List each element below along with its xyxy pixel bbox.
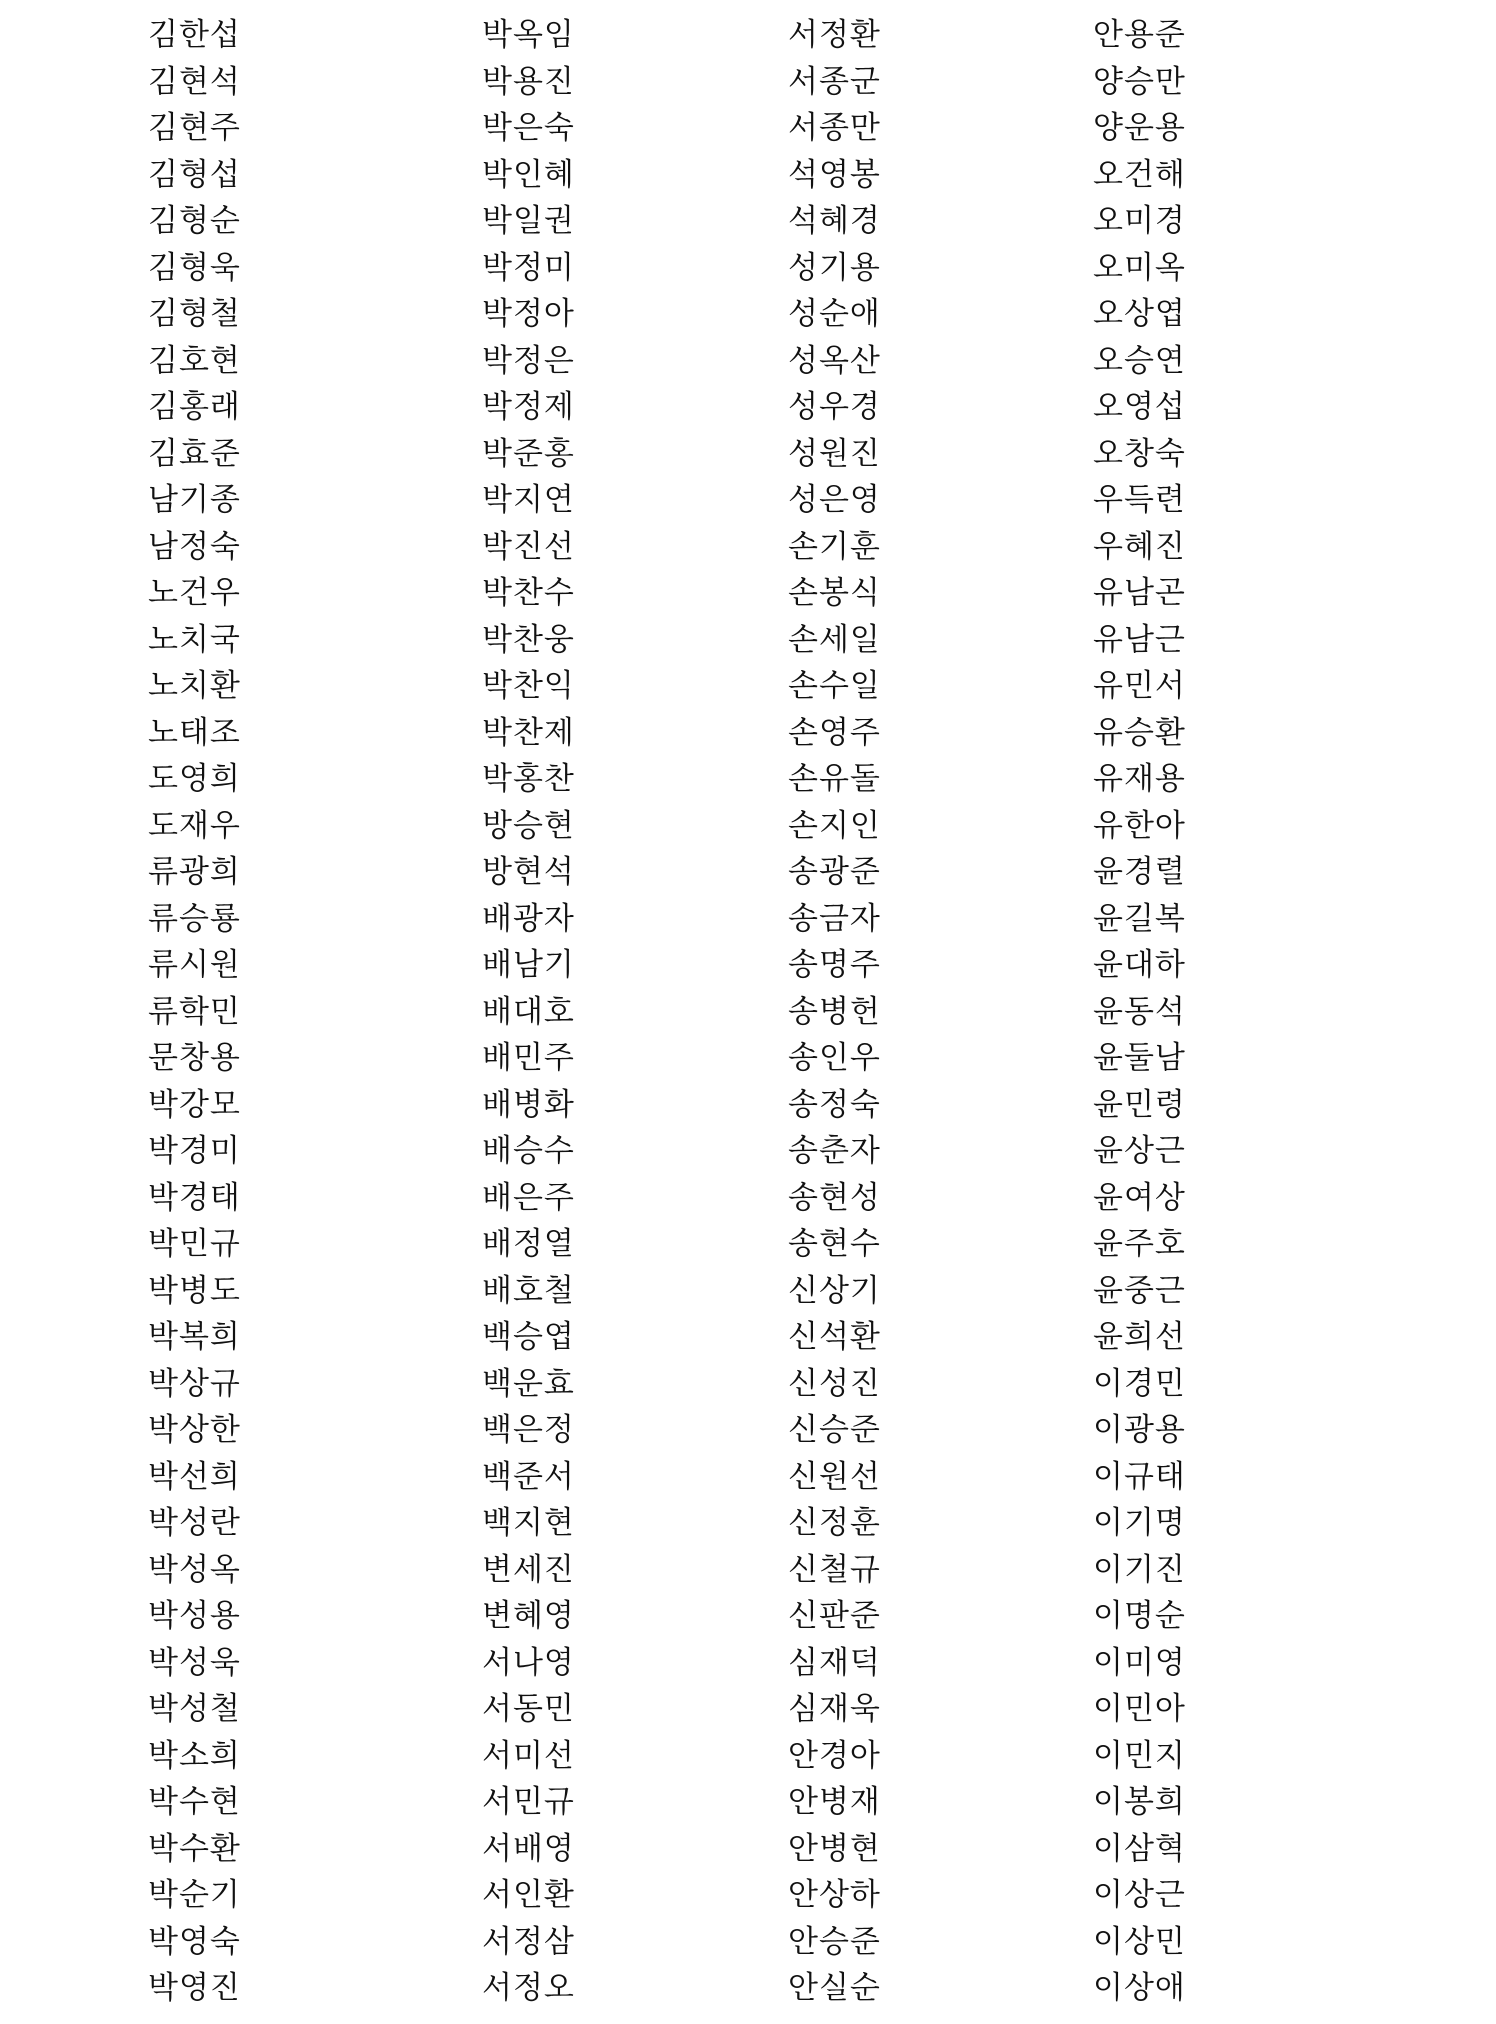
name-row	[0, 1175, 1496, 1222]
name-row	[0, 152, 1496, 199]
name-row	[0, 1686, 1496, 1733]
name-entry: 박찬웅	[482, 621, 575, 658]
name-entry: 박수환	[148, 1830, 241, 1867]
name-entry: 박민규	[148, 1226, 241, 1262]
name-entry: 오미옥	[1093, 249, 1186, 286]
name-entry: 송병헌	[788, 993, 881, 1030]
name-entry: 서인환	[482, 1877, 575, 1913]
name-row	[0, 1872, 1496, 1919]
name-entry: 백지현	[482, 1505, 575, 1541]
name-entry: 배정열	[482, 1226, 575, 1262]
name-entry: 서동민	[482, 1691, 575, 1727]
name-row	[0, 942, 1496, 989]
name-entry: 우혜진	[1093, 528, 1186, 565]
name-entry: 성기용	[788, 249, 881, 286]
name-row	[0, 1733, 1496, 1780]
name-entry: 이봉희	[1093, 1784, 1186, 1820]
name-entry: 윤민령	[1093, 1086, 1186, 1123]
name-entry: 윤상근	[1093, 1133, 1186, 1169]
name-row	[0, 1965, 1496, 2012]
name-entry: 박지연	[482, 482, 575, 518]
name-entry: 신석환	[788, 1319, 881, 1355]
name-entry: 심재덕	[788, 1644, 881, 1681]
name-entry: 이경민	[1093, 1365, 1186, 1402]
name-row	[0, 1268, 1496, 1315]
name-entry: 박상규	[148, 1365, 241, 1402]
name-entry: 김홍래	[148, 389, 241, 425]
name-entry: 박홍찬	[482, 761, 575, 797]
name-entry: 박성철	[148, 1691, 241, 1727]
name-entry: 박선희	[148, 1458, 241, 1495]
name-entry: 류승룡	[148, 900, 241, 937]
name-entry: 박성란	[148, 1505, 241, 1541]
name-entry: 윤주호	[1093, 1226, 1186, 1262]
name-entry: 윤둘남	[1093, 1040, 1186, 1076]
name-entry: 방현석	[482, 854, 575, 890]
name-entry: 백준서	[482, 1458, 575, 1495]
name-entry: 성은영	[788, 482, 881, 518]
name-entry: 백운효	[482, 1365, 575, 1402]
name-entry: 이기진	[1093, 1551, 1186, 1588]
name-entry: 류광희	[148, 854, 241, 890]
name-entry: 신성진	[788, 1365, 881, 1402]
name-entry: 류학민	[148, 993, 241, 1030]
name-row	[0, 617, 1496, 664]
name-row	[0, 1640, 1496, 1687]
name-entry: 박성욱	[148, 1644, 241, 1681]
name-list	[0, 12, 1496, 2012]
name-entry: 송현수	[788, 1226, 881, 1262]
name-entry: 노치환	[148, 668, 241, 704]
name-row	[0, 291, 1496, 338]
name-entry: 신철규	[788, 1551, 881, 1588]
name-entry: 오미경	[1093, 203, 1186, 239]
name-entry: 김형섭	[148, 156, 241, 193]
name-entry: 서정오	[482, 1970, 575, 2006]
name-row	[0, 1407, 1496, 1454]
name-entry: 박정제	[482, 389, 575, 425]
name-row	[0, 1314, 1496, 1361]
name-entry: 김형철	[148, 296, 241, 332]
name-row	[0, 1221, 1496, 1268]
name-entry: 도영희	[148, 761, 241, 797]
name-entry: 신판준	[788, 1598, 881, 1634]
name-entry: 박찬익	[482, 668, 575, 704]
name-entry: 송명주	[788, 947, 881, 983]
name-entry: 김현석	[148, 63, 241, 100]
name-entry: 성옥산	[788, 342, 881, 379]
name-entry: 오승연	[1093, 342, 1186, 379]
name-row	[0, 756, 1496, 803]
name-entry: 유재용	[1093, 761, 1186, 797]
name-row	[0, 1547, 1496, 1594]
name-entry: 신원선	[788, 1458, 881, 1495]
name-entry: 박순기	[148, 1877, 241, 1913]
name-entry: 박영숙	[148, 1923, 241, 1960]
name-entry: 석영봉	[788, 156, 881, 193]
name-entry: 성순애	[788, 296, 881, 332]
name-entry: 송정숙	[788, 1086, 881, 1123]
name-entry: 송광준	[788, 854, 881, 890]
name-row	[0, 384, 1496, 431]
name-row	[0, 1082, 1496, 1129]
name-entry: 오창숙	[1093, 435, 1186, 472]
name-entry: 박성용	[148, 1598, 241, 1634]
name-entry: 이민지	[1093, 1737, 1186, 1774]
name-entry: 이삼혁	[1093, 1830, 1186, 1867]
name-row	[0, 105, 1496, 152]
name-entry: 노건우	[148, 575, 241, 611]
name-entry: 김한섭	[148, 17, 241, 53]
name-entry: 윤여상	[1093, 1179, 1186, 1216]
name-entry: 방승현	[482, 807, 575, 844]
name-entry: 양운용	[1093, 110, 1186, 146]
name-row	[0, 338, 1496, 385]
name-entry: 유민서	[1093, 668, 1186, 704]
name-entry: 이민아	[1093, 1691, 1186, 1727]
name-entry: 도재우	[148, 807, 241, 844]
name-entry: 유남근	[1093, 621, 1186, 658]
name-entry: 김형순	[148, 203, 241, 239]
name-entry: 서민규	[482, 1784, 575, 1820]
name-entry: 배광자	[482, 900, 575, 937]
name-entry: 우득련	[1093, 482, 1186, 518]
name-entry: 유한아	[1093, 807, 1186, 844]
name-entry: 배남기	[482, 947, 575, 983]
name-entry: 송인우	[788, 1040, 881, 1076]
name-entry: 김형욱	[148, 249, 241, 286]
name-entry: 박수현	[148, 1784, 241, 1820]
name-entry: 손유돌	[788, 761, 881, 797]
name-entry: 노치국	[148, 621, 241, 658]
name-entry: 윤경렬	[1093, 854, 1186, 890]
name-entry: 신상기	[788, 1272, 881, 1309]
name-entry: 배민주	[482, 1040, 575, 1076]
name-row	[0, 1128, 1496, 1175]
name-row	[0, 1826, 1496, 1873]
name-entry: 배병화	[482, 1086, 575, 1123]
name-entry: 손수일	[788, 668, 881, 704]
name-row	[0, 570, 1496, 617]
name-entry: 박상한	[148, 1412, 241, 1448]
name-entry: 성우경	[788, 389, 881, 425]
name-entry: 박병도	[148, 1272, 241, 1309]
name-entry: 손봉식	[788, 575, 881, 611]
name-row	[0, 710, 1496, 757]
name-entry: 윤중근	[1093, 1272, 1186, 1309]
name-entry: 박찬제	[482, 714, 575, 751]
name-entry: 오영섭	[1093, 389, 1186, 425]
name-entry: 유승환	[1093, 714, 1186, 751]
name-entry: 박일권	[482, 203, 575, 239]
name-row	[0, 431, 1496, 478]
name-entry: 남기종	[148, 482, 241, 518]
name-row	[0, 989, 1496, 1036]
name-row	[0, 1454, 1496, 1501]
name-entry: 이명순	[1093, 1598, 1186, 1634]
name-row	[0, 849, 1496, 896]
name-row	[0, 1035, 1496, 1082]
name-entry: 송금자	[788, 900, 881, 937]
name-entry: 박정은	[482, 342, 575, 379]
name-entry: 안용준	[1093, 17, 1186, 53]
name-entry: 서종만	[788, 110, 881, 146]
name-entry: 안상하	[788, 1877, 881, 1913]
name-entry: 김현주	[148, 110, 241, 146]
name-entry: 박인혜	[482, 156, 575, 193]
name-row	[0, 477, 1496, 524]
name-entry: 윤대하	[1093, 947, 1186, 983]
name-row	[0, 524, 1496, 571]
name-entry: 서미선	[482, 1737, 575, 1774]
name-entry: 박경태	[148, 1179, 241, 1216]
name-entry: 박용진	[482, 63, 575, 100]
name-row	[0, 12, 1496, 59]
name-entry: 배은주	[482, 1179, 575, 1216]
name-entry: 송현성	[788, 1179, 881, 1216]
name-entry: 서배영	[482, 1830, 575, 1867]
name-entry: 변혜영	[482, 1598, 575, 1634]
name-entry: 신승준	[788, 1412, 881, 1448]
name-entry: 서정삼	[482, 1923, 575, 1960]
name-row	[0, 896, 1496, 943]
name-row	[0, 59, 1496, 106]
name-entry: 손지인	[788, 807, 881, 844]
name-entry: 이광용	[1093, 1412, 1186, 1448]
name-entry: 유남곤	[1093, 575, 1186, 611]
name-entry: 백승엽	[482, 1319, 575, 1355]
name-entry: 박성옥	[148, 1551, 241, 1588]
name-entry: 양승만	[1093, 63, 1186, 100]
name-entry: 서나영	[482, 1644, 575, 1681]
name-entry: 안실순	[788, 1970, 881, 2006]
name-entry: 안병현	[788, 1830, 881, 1867]
name-entry: 박경미	[148, 1133, 241, 1169]
name-entry: 이미영	[1093, 1644, 1186, 1681]
name-entry: 박강모	[148, 1086, 241, 1123]
name-entry: 손기훈	[788, 528, 881, 565]
name-entry: 윤희선	[1093, 1319, 1186, 1355]
name-entry: 김호현	[148, 342, 241, 379]
name-entry: 배대호	[482, 993, 575, 1030]
name-row	[0, 1593, 1496, 1640]
name-entry: 박소희	[148, 1737, 241, 1774]
name-entry: 남정숙	[148, 528, 241, 565]
name-entry: 이규태	[1093, 1458, 1186, 1495]
name-entry: 윤길복	[1093, 900, 1186, 937]
name-row	[0, 663, 1496, 710]
name-entry: 서정환	[788, 17, 881, 53]
name-entry: 노태조	[148, 714, 241, 751]
name-entry: 송춘자	[788, 1133, 881, 1169]
name-entry: 박찬수	[482, 575, 575, 611]
name-entry: 손세일	[788, 621, 881, 658]
name-entry: 이기명	[1093, 1505, 1186, 1541]
name-entry: 박복희	[148, 1319, 241, 1355]
name-entry: 안병재	[788, 1784, 881, 1820]
name-entry: 안승준	[788, 1923, 881, 1960]
name-entry: 윤동석	[1093, 993, 1186, 1030]
name-row	[0, 1500, 1496, 1547]
name-entry: 이상민	[1093, 1923, 1186, 1960]
name-entry: 박영진	[148, 1970, 241, 2006]
name-entry: 류시원	[148, 947, 241, 983]
name-entry: 오건해	[1093, 156, 1186, 193]
name-entry: 박옥임	[482, 17, 575, 53]
name-entry: 안경아	[788, 1737, 881, 1774]
name-row	[0, 803, 1496, 850]
name-entry: 손영주	[788, 714, 881, 751]
name-entry: 성원진	[788, 435, 881, 472]
name-entry: 박준홍	[482, 435, 575, 472]
name-entry: 석혜경	[788, 203, 881, 239]
name-entry: 박정미	[482, 249, 575, 286]
name-row	[0, 245, 1496, 292]
name-entry: 백은정	[482, 1412, 575, 1448]
name-entry: 이상애	[1093, 1970, 1186, 2006]
name-entry: 김효준	[148, 435, 241, 472]
name-entry: 심재욱	[788, 1691, 881, 1727]
name-entry: 서종군	[788, 63, 881, 100]
name-entry: 변세진	[482, 1551, 575, 1588]
name-entry: 이상근	[1093, 1877, 1186, 1913]
name-row	[0, 198, 1496, 245]
name-row	[0, 1919, 1496, 1966]
name-entry: 배호철	[482, 1272, 575, 1309]
name-entry: 문창용	[148, 1040, 241, 1076]
name-row	[0, 1779, 1496, 1826]
name-entry: 박은숙	[482, 110, 575, 146]
name-entry: 오상엽	[1093, 296, 1186, 332]
name-entry: 배승수	[482, 1133, 575, 1169]
name-row	[0, 1361, 1496, 1408]
name-entry: 박진선	[482, 528, 575, 565]
name-entry: 박정아	[482, 296, 575, 332]
name-entry: 신정훈	[788, 1505, 881, 1541]
